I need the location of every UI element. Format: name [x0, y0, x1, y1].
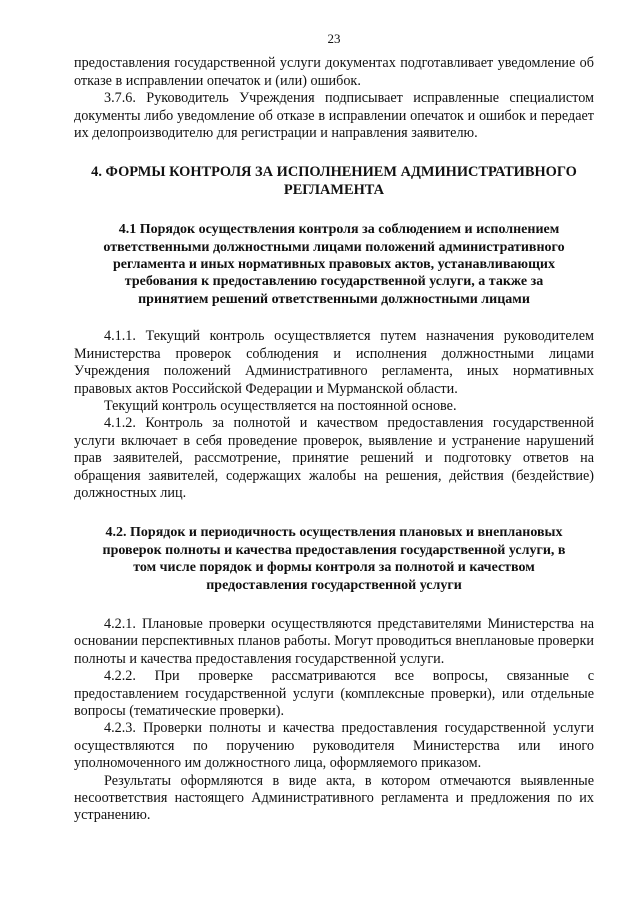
- paragraph-results: Результаты оформляются в виде акта, в котором отмечаются выявленные несоответствия настоящего Административного регламента и предложения по их устранению.: [74, 772, 594, 824]
- section-4-2-heading: 4.2. Порядок и периодичность осуществления плановых и внеплановых проверок полноты и качества предоставления государственной услуги, в том числе порядок и формы контроля за полнотой и качеством предоставления государственной услуги: [102, 525, 566, 593]
- paragraph-4-2-2: 4.2.2. При проверке рассматриваются все вопросы, связанные с предоставлением государственной услуги (комплексные проверки), или отдельные вопросы (тематические проверки).: [74, 668, 594, 719]
- chapter-title: 4. ФОРМЫ КОНТРОЛЯ ЗА ИСПОЛНЕНИЕМ АДМИНИСТРАТИВНОГО РЕГЛАМЕНТА: [91, 164, 577, 198]
- page-number: 23: [327, 31, 341, 46]
- section-4-1-heading: 4.1 Порядок осуществления контроля за соблюдением и исполнением ответственными должностными лицами положений административного регламента и иных нормативных правовых актов, устанавливающих требования к предоставлению государственной услуги, а также за принятием решений ответственными должностными лицами: [103, 222, 565, 307]
- paragraph-4-2-1: 4.2.1. Плановые проверки осуществляются представителями Министерства на основании перспективных планов работы. Могут проводиться внеплановые проверки полноты и качества предоставления государственной услуги.: [74, 615, 594, 667]
- paragraph-4-1-1: 4.1.1. Текущий контроль осуществляется путем назначения руководителем Министерства проверок соблюдения и исполнения должностными лицами Учреждения положений Административного регламента, иных нормативных правовых актов Российской Федерации и Мурманской области.: [74, 328, 594, 397]
- paragraph-continuation: предоставления государственной услуги документах подготавливает уведомление об отказе в исправлении опечаток и (или) ошибок.: [74, 55, 594, 89]
- paragraph-4-1-2: 4.1.2. Контроль за полнотой и качеством предоставления государственной услуги включает в себя проведение проверок, выявление и устранение нарушений прав заявителей, рассмотрение, принятие решений и подготовку ответов на обращения заявителей, содержащих жалобы на решения, действия (бездействие) должностных лиц.: [74, 415, 594, 501]
- paragraph-4-2-3: 4.2.3. Проверки полноты и качества предоставления государственной услуги осуществляются по поручению руководителя Министерства или иного уполномоченного им должностного лица, оформляемого приказом.: [74, 720, 594, 772]
- paragraph-current-control: Текущий контроль осуществляется на постоянной основе.: [104, 397, 457, 414]
- document-page: [74, 30, 594, 825]
- paragraph-3-7-6: 3.7.6. Руководитель Учреждения подписывает исправленные специалистом документы либо уведомление об отказе в исправлении опечаток и ошибок и передает их делопроизводителю для регистрации и направления заявителю.: [74, 90, 594, 142]
